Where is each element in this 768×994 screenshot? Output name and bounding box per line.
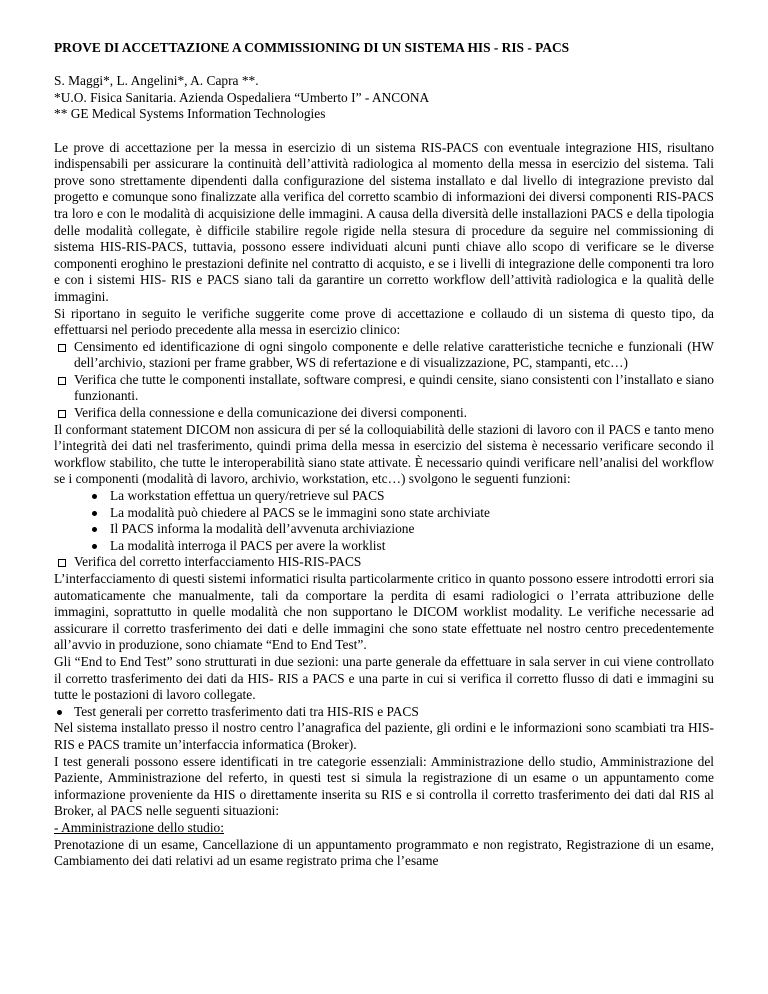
paragraph-dicom: Il conformant statement DICOM non assicura di per sé la colloquiabilità delle stazioni di lavoro con il PACS e tanto meno l’integrità dei dati nel trasferimento, quindi prima della messa in esercizio del sistema è necessario verificare secondo il workflow stabilito, che tutte le interoperabilità siano state attivate. È necessario quindi verificare nell’analisi del workflow se i componenti (modalità di lavoro, archivio, workstation, etc…) svolgono le seguenti funzioni: [54, 421, 714, 487]
author-affiliation-1: *U.O. Fisica Sanitaria. Azienda Ospedaliera “Umberto I” - ANCONA [54, 89, 430, 105]
checklist-item: Verifica del corretto interfacciamento HIS-RIS-PACS [54, 554, 714, 571]
author-block [54, 73, 714, 123]
paragraph-intro: Le prove di accettazione per la messa in esercizio di un sistema RIS-PACS con eventuale integrazione HIS, risultano indispensabili per assicurare la continuità dell’attività radiologica al momento della messa in esercizio del sistema. Tali prove sono strettamente dipendenti dalla configurazione del sistema installato e dal livello di integrazione previsto dal progetto e comunque sono finalizzate alla verifica del corretto scambio di informazioni dei diversi componenti RIS-PACS tra loro e con le modalità di acquisizione delle immagini. A causa della diversità delle installazioni PACS e della tipologia delle modalità collegate, è difficile stabilire regole rigide nella stesura di procedure da seguire nel commissioning di sistema HIS-RIS-PACS, tuttavia, possono essere individuati alcuni punti chiave allo scopo di verificare se le diverse componenti eroghino le prestazioni definite nel contratto di acquisto, e se i livelli di integrazione delle componenti tra loro e con i sistemi HIS- RIS e PACS siano tali da garantire un corretto workflow dell’attività radiologica e la qualità delle immagini. [54, 139, 714, 304]
document-page [54, 40, 714, 870]
function-item: La modalità interroga il PACS per avere la worklist [54, 538, 714, 555]
section-heading: - Amministrazione dello studio: [54, 819, 224, 835]
function-item: La workstation effettua un query/retrieve sul PACS [54, 488, 714, 505]
function-item: Il PACS informa la modalità dell’avvenuta archiviazione [54, 521, 714, 538]
checklist-interfacciamento [54, 554, 714, 571]
checklist-item: Censimento ed identificazione di ogni singolo componente e delle relative caratteristiche tecniche e funzionali (HW dell’archivio, stazioni per frame grabber, WS di refertazione e di visualizzazione, PC, stampanti, etc…) [54, 339, 714, 372]
author-affiliation-2: ** GE Medical Systems Information Technologies [54, 106, 326, 122]
checklist-item: Verifica della connessione e della comunicazione dei diversi componenti. [54, 405, 714, 422]
general-test-list [54, 704, 714, 721]
function-item: La modalità può chiedere al PACS se le immagini sono state archiviate [54, 505, 714, 522]
paragraph-broker: Nel sistema installato presso il nostro centro l’anagrafica del paziente, gli ordini e le informazioni sono scambiati tra HIS-RIS e PACS tramite un’interfaccia informatica (Broker). [54, 720, 714, 752]
paragraph-interfacciamento: L’interfacciamento di questi sistemi informatici risulta particolarmente critico in quanto possono essere introdotti errori sia automaticamente che manualmente, tali da comportare la perdita di esami radiologici o l’errata attribuzione delle immagini, soprattutto in quelle modalità che non supportano le DICOM worklist modality. Le verifiche necessarie ad assicurare il corretto trasferimento dei dati e delle immagini che sono state effettuate nel nostro centro precedentemente all’avvio in produzione, sono chiamate “End to End Test”. [54, 571, 714, 653]
checklist [54, 339, 714, 422]
paragraph-verifiche: Si riportano in seguito le verifiche suggerite come prove di accettazione e collaudo di un sistema di questo tipo, da effettuarsi nel periodo precedente alla messa in esercizio clinico: [54, 305, 714, 338]
author-names: S. Maggi*, L. Angelini*, A. Capra **. [54, 73, 259, 89]
paragraph-amministrazione: Prenotazione di un esame, Cancellazione di un appuntamento programmato e non registrato, Registrazione di un esame, Cambiamento dei dati relativi ad un esame registrato prima che l’esame [54, 836, 714, 869]
checklist-item: Verifica che tutte le componenti installate, software compresi, e quindi censite, siano consistenti con l’installato e siano funzionanti. [54, 372, 714, 405]
function-list [54, 488, 714, 554]
paragraph-test-generali: I test generali possono essere identificati in tre categorie essenziali: Amministrazione dello studio, Amministrazione del Paziente, Amministrazione del referto, in questi test si simula la registrazione di un esame o un appuntamento come informazione proveniente da HIS o direttamente inserita su RIS e si controlla il corretto trasferimento dei dati dal RIS al Broker, al PACS nelle seguenti situazioni: [54, 753, 714, 819]
general-test-item: Test generali per corretto trasferimento dati tra HIS-RIS e PACS [54, 704, 714, 721]
document-title: PROVE DI ACCETTAZIONE A COMMISSIONING DI UN SISTEMA HIS - RIS - PACS [54, 40, 570, 55]
paragraph-end-to-end: Gli “End to End Test” sono strutturati in due sezioni: una parte generale da effettuare in sala server in cui viene controllato il corretto trasferimento dei dati da HIS- RIS a PACS e una parte in cui si verifica il corretto flusso di dati e immagini su tutte le postazioni di lavoro collegate. [54, 653, 714, 703]
